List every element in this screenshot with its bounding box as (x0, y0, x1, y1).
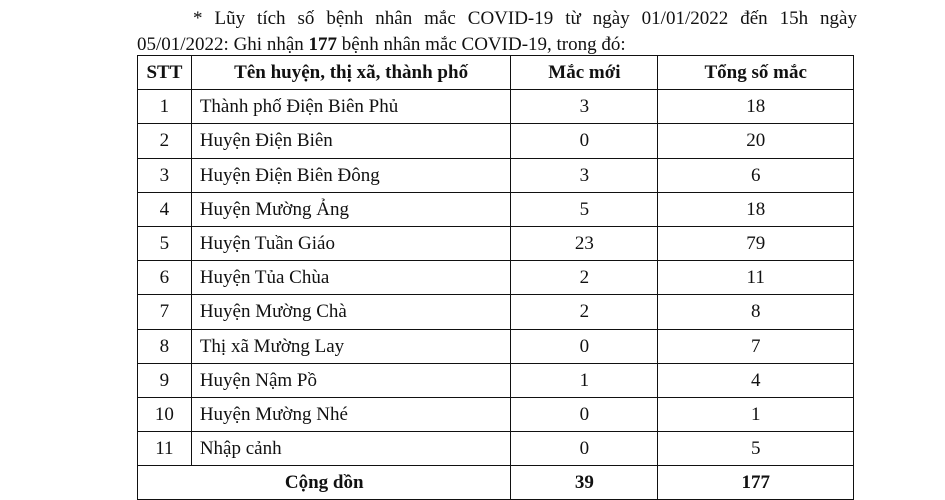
cell-stt: 7 (138, 295, 192, 329)
cell-total-cases: 18 (658, 192, 854, 226)
cell-district-name: Huyện Điện Biên Đông (191, 158, 511, 192)
cell-district-name: Huyện Điện Biên (191, 124, 511, 158)
cell-stt: 1 (138, 90, 192, 124)
table-row (138, 363, 854, 397)
cell-total-cases: 6 (658, 158, 854, 192)
cell-total-cases: 7 (658, 329, 854, 363)
cell-new-cases: 3 (511, 90, 658, 124)
cell-district-name: Thị xã Mường Lay (191, 329, 511, 363)
cell-total-cases: 18 (658, 90, 854, 124)
cell-total-cases: 20 (658, 124, 854, 158)
total-all-cases: 177 (658, 466, 854, 500)
intro-paragraph (137, 6, 857, 58)
cell-new-cases: 3 (511, 158, 658, 192)
cell-stt: 5 (138, 226, 192, 260)
cell-stt: 3 (138, 158, 192, 192)
cell-total-cases: 5 (658, 432, 854, 466)
table-row (138, 158, 854, 192)
total-case-count: 177 (308, 34, 338, 55)
cell-new-cases: 0 (511, 397, 658, 431)
cell-district-name: Huyện Tủa Chùa (191, 261, 511, 295)
cell-district-name: Thành phố Điện Biên Phủ (191, 90, 511, 124)
table-row (138, 397, 854, 431)
cell-district-name: Huyện Mường Nhé (191, 397, 511, 431)
cell-stt: 8 (138, 329, 192, 363)
cell-stt: 2 (138, 124, 192, 158)
intro-line-2-suffix: bệnh nhân mắc COVID-19, trong đó: (337, 34, 626, 55)
table-row (138, 329, 854, 363)
header-total-cases: Tổng số mắc (658, 56, 854, 90)
cell-stt: 10 (138, 397, 192, 431)
cell-district-name: Huyện Mường Ảng (191, 192, 511, 226)
cell-district-name: Huyện Mường Chà (191, 295, 511, 329)
intro-line-1: * Lũy tích số bệnh nhân mắc COVID-19 từ ngày 01/01/2022 đến 15h ngày (193, 8, 857, 29)
total-label: Cộng dồn (138, 466, 511, 500)
table-row (138, 192, 854, 226)
cell-new-cases: 2 (511, 295, 658, 329)
cell-stt: 11 (138, 432, 192, 466)
table-row (138, 261, 854, 295)
cell-total-cases: 4 (658, 363, 854, 397)
cell-district-name: Nhập cảnh (191, 432, 511, 466)
cell-district-name: Huyện Tuần Giáo (191, 226, 511, 260)
cell-total-cases: 11 (658, 261, 854, 295)
cell-new-cases: 0 (511, 432, 658, 466)
table-row (138, 295, 854, 329)
table-row (138, 90, 854, 124)
table-header-row (138, 56, 854, 90)
cell-new-cases: 0 (511, 329, 658, 363)
cell-new-cases: 23 (511, 226, 658, 260)
cell-new-cases: 5 (511, 192, 658, 226)
cell-total-cases: 79 (658, 226, 854, 260)
header-stt: STT (138, 56, 192, 90)
table-row (138, 432, 854, 466)
total-new-cases: 39 (511, 466, 658, 500)
cell-total-cases: 8 (658, 295, 854, 329)
table-row (138, 124, 854, 158)
covid-case-table (137, 55, 854, 500)
cell-new-cases: 2 (511, 261, 658, 295)
cell-new-cases: 1 (511, 363, 658, 397)
cell-stt: 6 (138, 261, 192, 295)
cell-district-name: Huyện Nậm Pồ (191, 363, 511, 397)
total-row (138, 466, 854, 500)
table-row (138, 226, 854, 260)
cell-stt: 4 (138, 192, 192, 226)
cell-stt: 9 (138, 363, 192, 397)
cell-total-cases: 1 (658, 397, 854, 431)
header-district: Tên huyện, thị xã, thành phố (191, 56, 511, 90)
cell-new-cases: 0 (511, 124, 658, 158)
intro-line-2-prefix: 05/01/2022: Ghi nhận (137, 34, 309, 55)
header-new-cases: Mắc mới (511, 56, 658, 90)
